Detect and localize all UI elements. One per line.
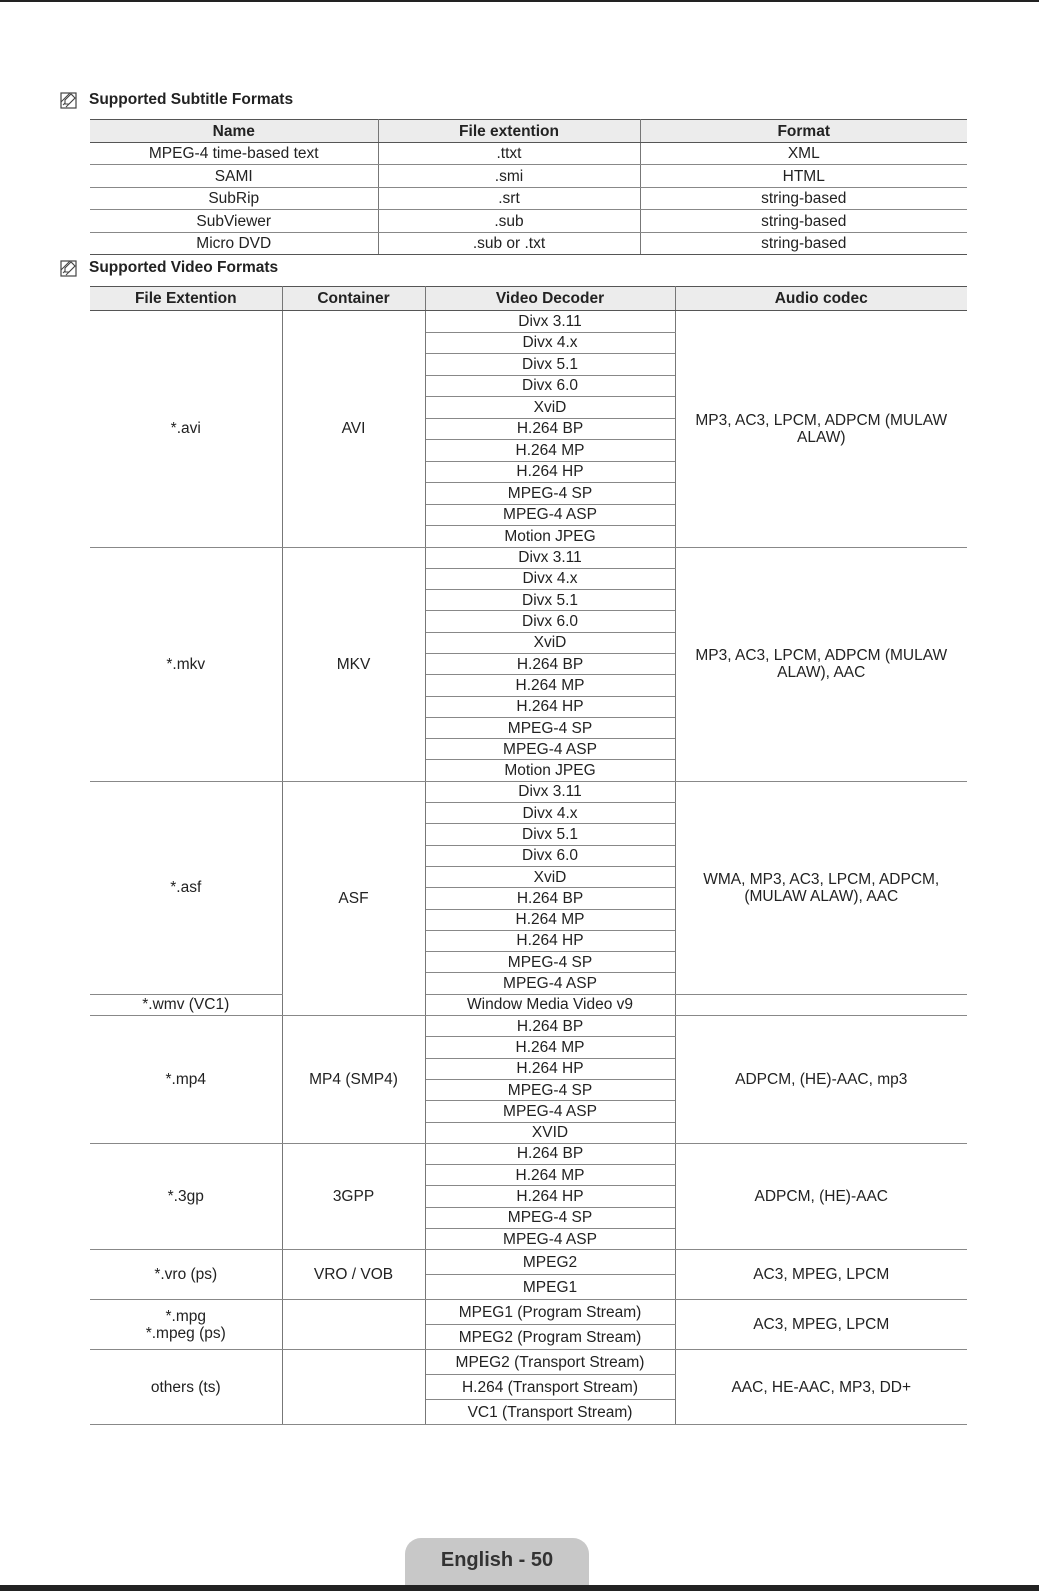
table-row: [90, 1143, 967, 1164]
decoder-cell: Divx 6.0: [425, 611, 675, 632]
decoder-cell: H.264 (Transport Stream): [425, 1375, 675, 1400]
decoder-cell: H.264 BP: [425, 1016, 675, 1037]
decoder-cell: H.264 BP: [425, 418, 675, 440]
decoder-cell: Divx 4.x: [425, 803, 675, 824]
decoder-cell: H.264 HP: [425, 930, 675, 951]
extension-cell: *.avi: [90, 311, 282, 548]
table-row: [90, 188, 967, 210]
decoder-cell: MPEG2 (Transport Stream): [425, 1350, 675, 1375]
note-icon: [60, 260, 77, 277]
extension-cell: *.mpg *.mpeg (ps): [90, 1300, 282, 1350]
table-row: [90, 165, 967, 188]
decoder-cell: H.264 HP: [425, 1058, 675, 1079]
page-label: English - 50: [440, 1549, 554, 1571]
video-formats-heading: [60, 257, 278, 279]
decoder-cell: MPEG1: [425, 1275, 675, 1300]
table-row: [90, 1350, 967, 1375]
audio-codec-cell: AAC, HE-AAC, MP3, DD+: [675, 1350, 967, 1425]
decoder-cell: MPEG-4 SP: [425, 1207, 675, 1228]
decoder-cell: Divx 5.1: [425, 590, 675, 611]
decoder-cell: Divx 4.x: [425, 568, 675, 589]
decoder-cell: MPEG-4 SP: [425, 483, 675, 505]
table-row: [90, 311, 967, 333]
container-cell: [282, 1300, 425, 1350]
extension-cell: *.wmv (VC1): [90, 994, 282, 1015]
column-header-video-decoder: Video Decoder: [425, 287, 675, 311]
subtitle-formats-heading: [60, 89, 293, 111]
format-cell: string-based: [640, 210, 967, 233]
decoder-cell: XviD: [425, 632, 675, 653]
column-header-format: Format: [640, 120, 967, 143]
decoder-cell: H.264 MP: [425, 1037, 675, 1058]
extension-cell: .ttxt: [378, 143, 640, 165]
audio-codec-cell: MP3, AC3, LPCM, ADPCM (MULAW ALAW), AAC: [675, 547, 967, 781]
decoder-cell: H.264 MP: [425, 909, 675, 930]
decoder-cell: Divx 6.0: [425, 375, 675, 397]
container-cell: 3GPP: [282, 1143, 425, 1249]
decoder-cell: VC1 (Transport Stream): [425, 1400, 675, 1425]
top-rule: [0, 0, 1039, 2]
extension-cell: .sub or .txt: [378, 233, 640, 255]
audio-codec-cell: [675, 994, 967, 1015]
audio-codec-cell: AC3, MPEG, LPCM: [675, 1300, 967, 1350]
decoder-cell: H.264 BP: [425, 653, 675, 674]
container-cell: VRO / VOB: [282, 1250, 425, 1300]
table-row: [90, 547, 967, 568]
decoder-cell: MPEG-4 SP: [425, 1079, 675, 1100]
container-cell: [282, 1350, 425, 1425]
decoder-cell: MPEG2 (Program Stream): [425, 1325, 675, 1350]
decoder-cell: H.264 HP: [425, 1186, 675, 1207]
bottom-rule: [0, 1585, 1039, 1591]
decoder-cell: H.264 BP: [425, 1143, 675, 1164]
audio-codec-cell: MP3, AC3, LPCM, ADPCM (MULAW ALAW): [675, 311, 967, 548]
name-cell: SAMI: [90, 165, 378, 188]
extension-cell: *.mkv: [90, 547, 282, 781]
column-header-container: Container: [282, 287, 425, 311]
table-row: [90, 210, 967, 233]
audio-codec-cell: ADPCM, (HE)-AAC: [675, 1143, 967, 1249]
format-cell: string-based: [640, 233, 967, 255]
table-row: [90, 233, 967, 255]
name-cell: SubViewer: [90, 210, 378, 233]
decoder-cell: MPEG-4 ASP: [425, 1101, 675, 1122]
audio-codec-cell: WMA, MP3, AC3, LPCM, ADPCM, (MULAW ALAW), AAC: [675, 781, 967, 994]
container-cell: MKV: [282, 547, 425, 781]
decoder-cell: H.264 MP: [425, 675, 675, 696]
extension-cell: .sub: [378, 210, 640, 233]
name-cell: MPEG-4 time-based text: [90, 143, 378, 165]
format-cell: XML: [640, 143, 967, 165]
name-cell: Micro DVD: [90, 233, 378, 255]
decoder-cell: Divx 3.11: [425, 311, 675, 333]
table-row: [90, 994, 967, 1015]
extension-cell: *.asf: [90, 781, 282, 994]
extension-cell: *.mp4: [90, 1016, 282, 1144]
table-row: [90, 1016, 967, 1037]
subtitle-formats-title: Supported Subtitle Formats: [89, 91, 294, 108]
decoder-cell: H.264 BP: [425, 888, 675, 909]
decoder-cell: XviD: [425, 866, 675, 887]
extension-cell: *.vro (ps): [90, 1250, 282, 1300]
decoder-cell: H.264 HP: [425, 461, 675, 483]
decoder-cell: MPEG2: [425, 1250, 675, 1275]
subtitle-formats-table: [90, 119, 967, 255]
page-number-tab: [405, 1538, 589, 1591]
decoder-cell: Divx 3.11: [425, 781, 675, 802]
name-cell: SubRip: [90, 188, 378, 210]
extension-cell: .srt: [378, 188, 640, 210]
column-header-file-extension: File Extention: [90, 287, 282, 311]
decoder-cell: Divx 5.1: [425, 824, 675, 845]
decoder-cell: Divx 6.0: [425, 845, 675, 866]
decoder-cell: H.264 HP: [425, 696, 675, 717]
format-cell: string-based: [640, 188, 967, 210]
decoder-cell: Divx 4.x: [425, 332, 675, 354]
audio-codec-cell: AC3, MPEG, LPCM: [675, 1250, 967, 1300]
table-row: [90, 143, 967, 165]
decoder-cell: MPEG-4 ASP: [425, 739, 675, 760]
format-cell: HTML: [640, 165, 967, 188]
decoder-cell: MPEG-4 SP: [425, 717, 675, 738]
table-row: [90, 1250, 967, 1275]
decoder-cell: MPEG1 (Program Stream): [425, 1300, 675, 1325]
decoder-cell: H.264 MP: [425, 1165, 675, 1186]
decoder-cell: Motion JPEG: [425, 760, 675, 781]
decoder-cell: Divx 3.11: [425, 547, 675, 568]
extension-cell: *.3gp: [90, 1143, 282, 1249]
extension-cell: others (ts): [90, 1350, 282, 1425]
video-formats-table: [90, 286, 967, 1425]
decoder-cell: MPEG-4 SP: [425, 952, 675, 973]
decoder-cell: XVID: [425, 1122, 675, 1143]
decoder-cell: MPEG-4 ASP: [425, 504, 675, 526]
decoder-cell: Window Media Video v9: [425, 994, 675, 1015]
table-header-row: [90, 287, 967, 311]
container-cell: ASF: [282, 781, 425, 1015]
audio-codec-cell: ADPCM, (HE)-AAC, mp3: [675, 1016, 967, 1144]
container-cell: MP4 (SMP4): [282, 1016, 425, 1144]
column-header-name: Name: [90, 120, 378, 143]
decoder-cell: MPEG-4 ASP: [425, 1229, 675, 1250]
table-row: [90, 781, 967, 802]
decoder-cell: MPEG-4 ASP: [425, 973, 675, 994]
note-icon: [60, 92, 77, 109]
video-formats-title: Supported Video Formats: [89, 259, 279, 276]
table-row: [90, 1300, 967, 1325]
table-header-row: [90, 120, 967, 143]
column-header-audio-codec: Audio codec: [675, 287, 967, 311]
extension-cell: .smi: [378, 165, 640, 188]
container-cell: AVI: [282, 311, 425, 548]
decoder-cell: Divx 5.1: [425, 354, 675, 376]
decoder-cell: H.264 MP: [425, 440, 675, 462]
decoder-cell: Motion JPEG: [425, 526, 675, 548]
decoder-cell: XviD: [425, 397, 675, 419]
column-header-file-extension: File extention: [378, 120, 640, 143]
